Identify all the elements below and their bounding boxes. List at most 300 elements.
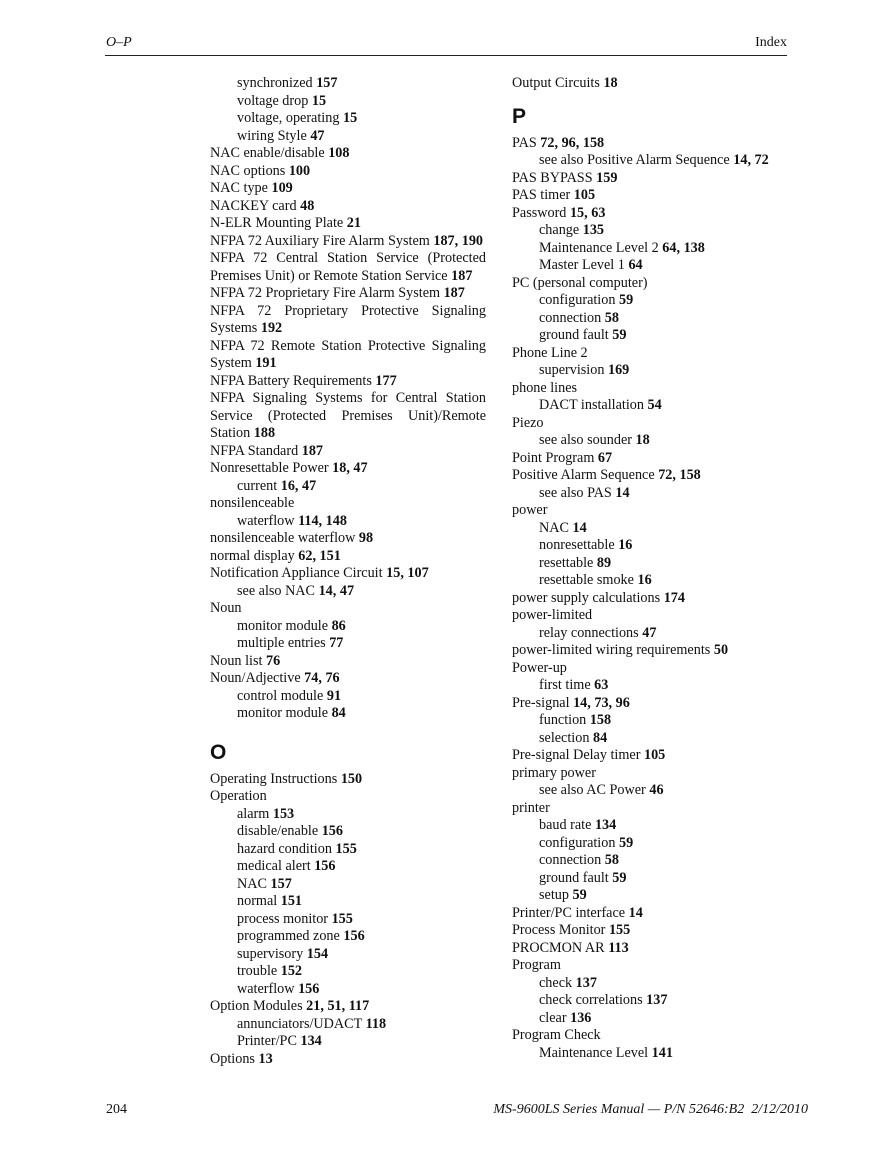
- index-page-refs: 84: [592, 729, 608, 746]
- index-page-refs: 187: [443, 285, 465, 301]
- index-term: Program: [512, 957, 561, 973]
- index-term: waterflow: [237, 980, 299, 997]
- index-term: connection: [539, 852, 605, 868]
- index-entry: [210, 548, 486, 566]
- index-subentry: [512, 362, 802, 380]
- index-term: NFPA Signaling Systems for Central Station Service (Protected Premises Unit)/Remote Station: [210, 390, 486, 441]
- index-term: Point Program: [512, 449, 598, 466]
- index-term: PAS: [512, 134, 541, 151]
- index-entry: [512, 345, 802, 363]
- index-term: alarm: [237, 805, 273, 822]
- index-page-refs: 156: [298, 980, 320, 997]
- index-page-refs: 15: [342, 110, 358, 126]
- index-term: monitor module: [237, 617, 332, 634]
- index-term: see also Positive Alarm Sequence: [539, 152, 734, 168]
- index-term: annunciators/UDACT: [237, 1015, 366, 1032]
- index-entry: [210, 373, 486, 391]
- index-page-refs: 155: [608, 922, 631, 938]
- index-entry: [512, 590, 802, 608]
- index-term: power-limited wiring requirements: [512, 642, 714, 658]
- index-page-refs: 74, 76: [304, 670, 340, 686]
- index-page-refs: 21: [346, 215, 361, 231]
- index-subentry: [512, 992, 802, 1010]
- index-page-refs: 114, 148: [298, 512, 347, 529]
- index-letter-heading: O: [210, 740, 227, 764]
- index-term: Printer/PC interface: [512, 904, 629, 921]
- index-letter-heading: P: [512, 104, 527, 128]
- index-page-refs: 152: [280, 963, 303, 979]
- index-term: phone lines: [512, 379, 578, 396]
- index-term: power: [512, 502, 548, 518]
- index-entry: [512, 75, 802, 93]
- index-term: N-ELR Mounting Plate: [210, 215, 347, 231]
- index-subentry: [210, 928, 486, 946]
- page-number: 204: [106, 1102, 127, 1117]
- index-subentry: [512, 555, 802, 573]
- index-page-refs: 64, 138: [662, 239, 705, 256]
- index-page-refs: 137: [646, 992, 668, 1008]
- index-subentry: [210, 806, 486, 824]
- index-page-refs: 72, 96, 158: [540, 134, 605, 151]
- index-term: printer: [512, 799, 550, 816]
- index-term: Piezo: [512, 414, 544, 431]
- index-term: setup: [539, 887, 573, 903]
- index-term: change: [539, 222, 583, 238]
- index-term: normal: [237, 893, 281, 909]
- index-term: see also sounder: [539, 432, 636, 448]
- index-subentry: [512, 485, 802, 503]
- index-subentry: [512, 975, 802, 993]
- index-entry: [512, 205, 802, 223]
- index-page-refs: 16, 47: [280, 477, 317, 494]
- index-page-refs: 18: [635, 432, 650, 448]
- index-term: Program Check: [512, 1027, 601, 1043]
- index-term: first time: [539, 677, 595, 693]
- index-term: PAS timer: [512, 187, 574, 203]
- index-subentry: [512, 782, 802, 800]
- index-subentry: [512, 625, 802, 643]
- index-entry: [512, 450, 802, 468]
- index-page-refs: 18: [603, 75, 618, 91]
- index-subentry: [512, 520, 802, 538]
- index-subentry: [512, 1045, 802, 1063]
- index-term: configuration: [539, 834, 619, 851]
- index-term: Maintenance Level 2: [539, 239, 663, 256]
- index-page-refs: 151: [280, 893, 303, 909]
- index-page-refs: 113: [608, 939, 629, 956]
- index-page-refs: 15, 63: [569, 204, 606, 221]
- index-term: current: [237, 477, 281, 494]
- index-entry: [210, 443, 486, 461]
- index-term: NAC: [539, 519, 573, 536]
- index-entry: [210, 390, 486, 443]
- index-page-refs: 177: [375, 372, 397, 389]
- index-term: NFPA Battery Requirements: [210, 372, 376, 389]
- index-term: resettable smoke: [539, 572, 638, 588]
- index-subentry: [210, 93, 486, 111]
- index-page-refs: 72, 158: [658, 467, 701, 483]
- index-entry: [512, 695, 802, 713]
- index-entry: [512, 765, 802, 783]
- index-subentry: [512, 257, 802, 275]
- index-page-refs: 13: [258, 1050, 273, 1067]
- index-subentry: [210, 963, 486, 981]
- index-term: voltage drop: [237, 92, 312, 109]
- index-term: NAC options: [210, 162, 289, 179]
- index-subentry: [512, 432, 802, 450]
- index-term: Noun/Adjective: [210, 670, 305, 686]
- index-term: DACT installation: [539, 397, 648, 413]
- index-term: Pre-signal: [512, 694, 574, 711]
- index-subentry: [512, 870, 802, 888]
- index-page-refs: 59: [572, 887, 587, 903]
- index-entry: [512, 660, 802, 678]
- index-entry: [512, 135, 802, 153]
- index-page-refs: 67: [597, 449, 613, 466]
- index-term: Noun list: [210, 652, 266, 669]
- index-term: configuration: [539, 292, 619, 308]
- index-page-refs: 187: [301, 442, 323, 459]
- index-entry: [210, 338, 486, 373]
- index-term: waterflow: [237, 512, 299, 529]
- index-subentry: [210, 705, 486, 723]
- index-entry: [210, 530, 486, 548]
- index-subentry: [512, 712, 802, 730]
- index-term: nonsilenceable: [210, 495, 295, 511]
- index-subentry: [512, 677, 802, 695]
- index-term: supervision: [539, 362, 608, 378]
- index-term: NFPA 72 Central Station Service (Protected Premises Unit) or Remote Station Service: [210, 250, 486, 284]
- index-term: Power-up: [512, 659, 567, 676]
- index-page-refs: 157: [270, 875, 292, 892]
- index-entry: [512, 415, 802, 433]
- index-subentry: [210, 876, 486, 894]
- index-subentry: [210, 618, 486, 636]
- index-page-refs: 141: [651, 1044, 673, 1061]
- index-term: see also AC Power: [539, 782, 650, 798]
- running-header-letters: O–P: [106, 35, 132, 50]
- index-page-refs: 137: [575, 974, 597, 991]
- index-entry: [512, 957, 802, 975]
- index-subentry: [512, 887, 802, 905]
- index-entry: [512, 380, 802, 398]
- index-term: NFPA 72 Remote Station Protective Signaling System: [210, 337, 486, 371]
- index-term: NAC enable/disable: [210, 145, 329, 161]
- index-page-refs: 16: [637, 572, 652, 588]
- index-page-refs: 62, 151: [298, 547, 341, 564]
- index-page-refs: 59: [618, 292, 634, 308]
- index-entry: [210, 233, 486, 251]
- index-subentry: [512, 835, 802, 853]
- index-page-refs: 157: [316, 75, 338, 91]
- index-page-refs: 14: [572, 519, 587, 536]
- index-term: relay connections: [539, 624, 643, 641]
- index-term: NFPA Standard: [210, 442, 302, 459]
- index-page-refs: 154: [306, 945, 329, 962]
- index-term: programmed zone: [237, 928, 344, 944]
- index-term: ground fault: [539, 869, 613, 886]
- index-term: Operation: [210, 788, 267, 804]
- index-page-refs: 169: [607, 362, 630, 378]
- index-term: Nonresettable Power: [210, 460, 333, 476]
- index-entry: [210, 145, 486, 163]
- index-entry: [210, 495, 486, 513]
- index-term: see also NAC: [237, 582, 319, 599]
- index-term: hazard condition: [237, 840, 336, 857]
- index-page-refs: 155: [331, 910, 353, 927]
- index-page-refs: 105: [643, 747, 666, 763]
- index-page-refs: 156: [343, 928, 365, 944]
- index-term: Operating Instructions: [210, 770, 341, 787]
- index-subentry: [210, 110, 486, 128]
- index-subentry: [512, 1010, 802, 1028]
- index-subentry: [210, 911, 486, 929]
- index-page-refs: 135: [582, 222, 605, 238]
- index-page-refs: 21, 51, 117: [306, 998, 370, 1014]
- index-page-refs: 187, 190: [433, 232, 483, 249]
- index-term: disable/enable: [237, 823, 322, 839]
- index-term: ground fault: [539, 327, 613, 343]
- index-term: Maintenance Level: [539, 1044, 652, 1061]
- index-subentry: [210, 583, 486, 601]
- index-page-refs: 50: [713, 642, 729, 658]
- index-subentry: [512, 292, 802, 310]
- index-entry: [512, 502, 802, 520]
- index-page-refs: 174: [663, 589, 685, 606]
- index-term: process monitor: [237, 910, 332, 927]
- index-term: monitor module: [237, 705, 332, 721]
- index-page-refs: 63: [594, 677, 609, 693]
- index-page-refs: 14, 72: [733, 152, 769, 168]
- running-header-section: Index: [755, 35, 787, 50]
- index-page-refs: 136: [570, 1009, 592, 1026]
- index-entry: [512, 187, 802, 205]
- index-entry: [512, 467, 802, 485]
- index-subentry: [512, 222, 802, 240]
- index-term: PC (personal computer): [512, 274, 648, 291]
- index-entry: [210, 250, 486, 285]
- index-entry: [210, 771, 486, 789]
- index-subentry: [210, 981, 486, 999]
- index-page-refs: 59: [612, 327, 627, 343]
- index-term: normal display: [210, 547, 299, 564]
- index-entry: [210, 215, 486, 233]
- index-subentry: [210, 841, 486, 859]
- index-subentry: [210, 858, 486, 876]
- index-entry: [210, 653, 486, 671]
- index-term: PROCMON AR: [512, 939, 609, 956]
- index-term: NAC type: [210, 180, 272, 196]
- index-term: medical alert: [237, 858, 315, 874]
- index-page-refs: 76: [265, 652, 281, 669]
- index-page-refs: 48: [300, 197, 315, 214]
- index-subentry: [512, 817, 802, 835]
- index-term: Option Modules: [210, 998, 307, 1014]
- index-term: check correlations: [539, 992, 647, 1008]
- index-entry: [210, 180, 486, 198]
- index-page-refs: 108: [328, 145, 350, 161]
- index-subentry: [210, 893, 486, 911]
- index-entry: [210, 565, 486, 583]
- index-page-refs: 15, 107: [386, 565, 429, 581]
- index-subentry: [210, 635, 486, 653]
- index-page-refs: 84: [331, 705, 346, 721]
- index-entry: [512, 747, 802, 765]
- index-page-refs: 47: [310, 127, 325, 144]
- index-page-refs: 16: [618, 537, 633, 553]
- index-subentry: [512, 572, 802, 590]
- index-term: control module: [237, 687, 327, 704]
- index-page-refs: 14: [615, 484, 630, 501]
- index-page-refs: 158: [589, 712, 612, 728]
- index-page-refs: 47: [642, 624, 657, 641]
- index-page-refs: 159: [596, 169, 618, 186]
- index-term: Positive Alarm Sequence: [512, 467, 659, 483]
- index-term: primary power: [512, 764, 596, 781]
- index-term: Output Circuits: [512, 75, 604, 91]
- index-page-refs: 59: [618, 834, 634, 851]
- index-page-refs: 14: [628, 904, 643, 921]
- index-page-refs: 150: [340, 770, 363, 787]
- index-term: nonresettable: [539, 537, 619, 553]
- index-page-refs: 100: [288, 162, 311, 179]
- index-term: connection: [539, 309, 605, 326]
- index-term: NFPA 72 Auxiliary Fire Alarm System: [210, 232, 434, 249]
- index-entry: [512, 800, 802, 818]
- index-term: baud rate: [539, 817, 595, 833]
- index-page-refs: 134: [300, 1033, 322, 1049]
- index-subentry: [512, 240, 802, 258]
- index-term: power-limited: [512, 607, 593, 623]
- index-entry: [210, 285, 486, 303]
- index-subentry: [210, 75, 486, 93]
- index-term: NFPA 72 Proprietary Fire Alarm System: [210, 285, 444, 301]
- index-page-refs: 188: [253, 425, 276, 441]
- index-page-refs: 153: [272, 805, 295, 822]
- index-term: trouble: [237, 963, 281, 979]
- index-subentry: [210, 1016, 486, 1034]
- index-term: multiple entries: [237, 635, 330, 651]
- index-page-refs: 14, 73, 96: [573, 694, 630, 711]
- index-page-refs: 77: [329, 635, 344, 651]
- index-entry: [512, 922, 802, 940]
- index-term: wiring Style: [237, 127, 311, 144]
- index-page-refs: 155: [335, 840, 357, 857]
- index-term: clear: [539, 1009, 571, 1026]
- index-term: resettable: [539, 554, 597, 571]
- index-term: synchronized: [237, 75, 317, 91]
- index-entry: [512, 1027, 802, 1045]
- index-page-refs: 91: [326, 687, 342, 704]
- index-term: NAC: [237, 875, 271, 892]
- index-term: power supply calculations: [512, 589, 664, 606]
- index-subentry: [210, 513, 486, 531]
- index-term: Noun: [210, 600, 242, 616]
- index-term: Process Monitor: [512, 922, 609, 938]
- index-subentry: [512, 852, 802, 870]
- index-page-refs: 192: [260, 320, 283, 336]
- index-term: voltage, operating: [237, 110, 343, 126]
- index-entry: [512, 905, 802, 923]
- index-term: PAS BYPASS: [512, 169, 597, 186]
- index-page-refs: 58: [604, 309, 619, 326]
- index-page-refs: 54: [647, 397, 662, 413]
- index-page-refs: 59: [612, 869, 627, 886]
- index-entry: [512, 940, 802, 958]
- index-subentry: [512, 537, 802, 555]
- index-term: NACKEY card: [210, 197, 301, 214]
- index-entry: [210, 788, 486, 806]
- index-term: Pre-signal Delay timer: [512, 747, 644, 763]
- index-subentry: [210, 688, 486, 706]
- index-entry: [512, 170, 802, 188]
- index-entry: [210, 163, 486, 181]
- index-subentry: [210, 823, 486, 841]
- index-page-refs: 46: [649, 782, 664, 798]
- index-term: Notification Appliance Circuit: [210, 565, 387, 581]
- index-page-refs: 156: [321, 823, 343, 839]
- index-term: selection: [539, 729, 593, 746]
- index-page-refs: 109: [271, 180, 293, 196]
- index-page-refs: 64: [628, 257, 643, 273]
- index-term: see also PAS: [539, 484, 616, 501]
- index-column-right: [512, 75, 802, 1062]
- index-page-refs: 156: [314, 858, 336, 874]
- index-subentry: [512, 397, 802, 415]
- index-term: nonsilenceable waterflow: [210, 530, 359, 546]
- index-term: Phone Line 2: [512, 344, 588, 361]
- index-subentry: [512, 152, 802, 170]
- manual-reference: MS-9600LS Series Manual — P/N 52646:B2 2/12/2010: [493, 1102, 808, 1117]
- index-entry: [210, 670, 486, 688]
- index-entry: [210, 460, 486, 478]
- index-entry: [210, 1051, 486, 1069]
- index-subentry: [512, 730, 802, 748]
- index-entry: [512, 607, 802, 625]
- index-term: Master Level 1: [539, 257, 629, 273]
- index-page-refs: 98: [358, 530, 374, 546]
- index-page-refs: 187: [451, 267, 473, 284]
- index-subentry: [210, 946, 486, 964]
- index-page-refs: 105: [573, 187, 596, 203]
- index-subentry: [210, 128, 486, 146]
- index-subentry: [512, 310, 802, 328]
- index-page-refs: 191: [255, 355, 277, 371]
- index-page-refs: 15: [311, 92, 327, 109]
- header-rule: [105, 55, 787, 56]
- index-term: Printer/PC: [237, 1033, 301, 1049]
- index-subentry: [512, 327, 802, 345]
- index-subentry: [210, 1033, 486, 1051]
- index-column-left: [210, 75, 486, 1068]
- index-page-refs: 14, 47: [318, 582, 355, 599]
- index-page-refs: 134: [594, 817, 617, 833]
- index-entry: [210, 198, 486, 216]
- index-term: Password: [512, 204, 570, 221]
- index-term: Options: [210, 1050, 259, 1067]
- index-entry: [210, 600, 486, 618]
- index-page-refs: 89: [596, 554, 612, 571]
- index-page-refs: 18, 47: [332, 460, 368, 476]
- index-page-refs: 86: [331, 617, 346, 634]
- index-page-refs: 118: [365, 1015, 387, 1032]
- index-term: check: [539, 974, 576, 991]
- index-entry: [210, 998, 486, 1016]
- index-term: supervisory: [237, 945, 307, 962]
- index-entry: [210, 303, 486, 338]
- index-page-refs: 58: [604, 852, 619, 868]
- index-subentry: [210, 478, 486, 496]
